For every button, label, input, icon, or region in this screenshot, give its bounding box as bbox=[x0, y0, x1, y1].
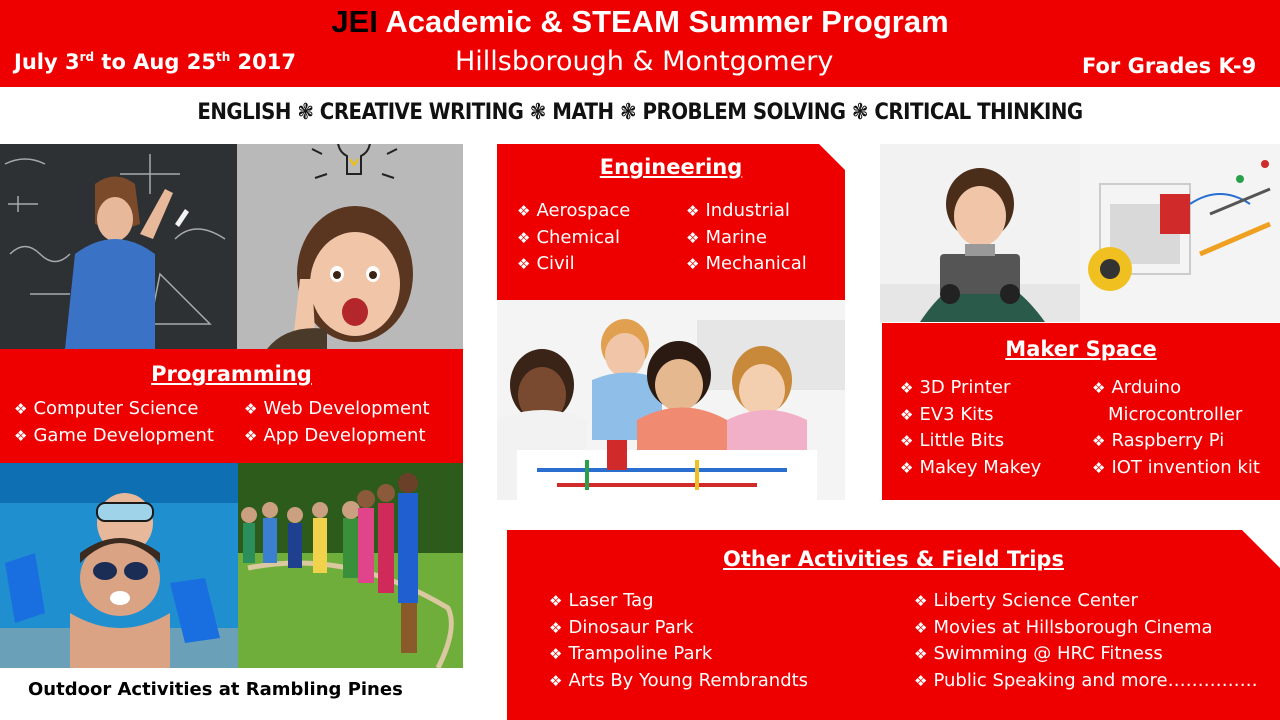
list-item: ❖ Industrial bbox=[686, 198, 807, 225]
maker-space-panel bbox=[882, 323, 1280, 500]
engineering-panel bbox=[497, 144, 845, 300]
list-item: ❖ Web Development bbox=[244, 396, 430, 423]
activities-title: Other Activities & Field Trips bbox=[723, 547, 1064, 571]
maker-list-right bbox=[1092, 375, 1260, 481]
list-item: ❖ Dinosaur Park bbox=[549, 615, 808, 642]
list-item: ❖ Aerospace bbox=[517, 198, 630, 225]
list-item: ❖ Civil bbox=[517, 251, 630, 278]
activities-list-left bbox=[549, 588, 808, 694]
robot-boy-photo bbox=[880, 144, 1080, 322]
list-item: ❖ EV3 Kits bbox=[900, 402, 1041, 429]
math-chalkboard-photo bbox=[0, 144, 237, 349]
list-item-continuation: Microcontroller bbox=[1108, 403, 1243, 425]
list-item: ❖ Little Bits bbox=[900, 428, 1041, 455]
tug-of-war-photo bbox=[238, 463, 463, 668]
maker-space-title: Maker Space bbox=[1005, 337, 1157, 361]
list-item: ❖ Game Development bbox=[14, 423, 214, 450]
list-item: ❖ App Development bbox=[244, 423, 430, 450]
list-item: ❖ Laser Tag bbox=[549, 588, 808, 615]
robot-kit-photo bbox=[1080, 144, 1280, 322]
program-grades: For Grades K-9 bbox=[1082, 54, 1257, 78]
program-title bbox=[0, 4, 1280, 40]
dates-ordinal-1: rd bbox=[79, 50, 95, 64]
list-item: ❖ Liberty Science Center bbox=[914, 588, 1258, 615]
brand-name: JEI bbox=[331, 4, 378, 39]
list-item: ❖ Marine bbox=[686, 225, 807, 252]
subjects-line: ENGLISH ❃ CREATIVE WRITING ❃ MATH ❃ PROBLEM SOLVING ❃ CRITICAL THINKING bbox=[197, 100, 1083, 125]
programming-list-right bbox=[244, 396, 430, 449]
list-item: ❖ Raspberry Pi bbox=[1092, 428, 1260, 455]
list-item: ❖ Trampoline Park bbox=[549, 641, 808, 668]
list-item: ❖ Swimming @ HRC Fitness bbox=[914, 641, 1258, 668]
excited-child-photo bbox=[237, 144, 463, 349]
programming-list-left bbox=[14, 396, 214, 449]
list-item: ❖ Movies at Hillsborough Cinema bbox=[914, 615, 1258, 642]
list-item: ❖ Makey Makey bbox=[900, 455, 1041, 482]
activities-list-right bbox=[914, 588, 1258, 694]
dates-ordinal-2: th bbox=[215, 50, 231, 64]
engineering-list-right bbox=[686, 198, 807, 278]
engineering-title: Engineering bbox=[599, 155, 743, 179]
list-item: ❖ Public Speaking and more…………… bbox=[914, 668, 1258, 695]
activities-panel bbox=[507, 530, 1280, 720]
list-item: ❖ Arts By Young Rembrandts bbox=[549, 668, 808, 695]
maker-list-left bbox=[900, 375, 1041, 481]
engineering-list-left bbox=[517, 198, 630, 278]
dates-year: 2017 bbox=[230, 50, 296, 74]
title-text: Academic & STEAM Summer Program bbox=[377, 4, 949, 39]
dates-start: July 3 bbox=[14, 50, 80, 74]
list-item: ❖ Mechanical bbox=[686, 251, 807, 278]
program-dates bbox=[14, 50, 296, 74]
list-item: ❖ Chemical bbox=[517, 225, 630, 252]
list-item: ❖ 3D Printer bbox=[900, 375, 1041, 402]
outdoor-caption: Outdoor Activities at Rambling Pines bbox=[28, 679, 403, 700]
list-item: ❖ Computer Science bbox=[14, 396, 214, 423]
list-item: ❖ Arduino bbox=[1092, 375, 1260, 402]
kids-circuits-photo bbox=[497, 300, 845, 500]
list-item: ❖ IOT invention kit bbox=[1092, 455, 1260, 482]
swimming-photo bbox=[0, 463, 238, 668]
programming-title: Programming bbox=[151, 362, 312, 386]
dates-end: to Aug 25 bbox=[94, 50, 216, 74]
programming-panel bbox=[0, 349, 463, 463]
program-location: Hillsborough & Montgomery bbox=[455, 46, 834, 77]
